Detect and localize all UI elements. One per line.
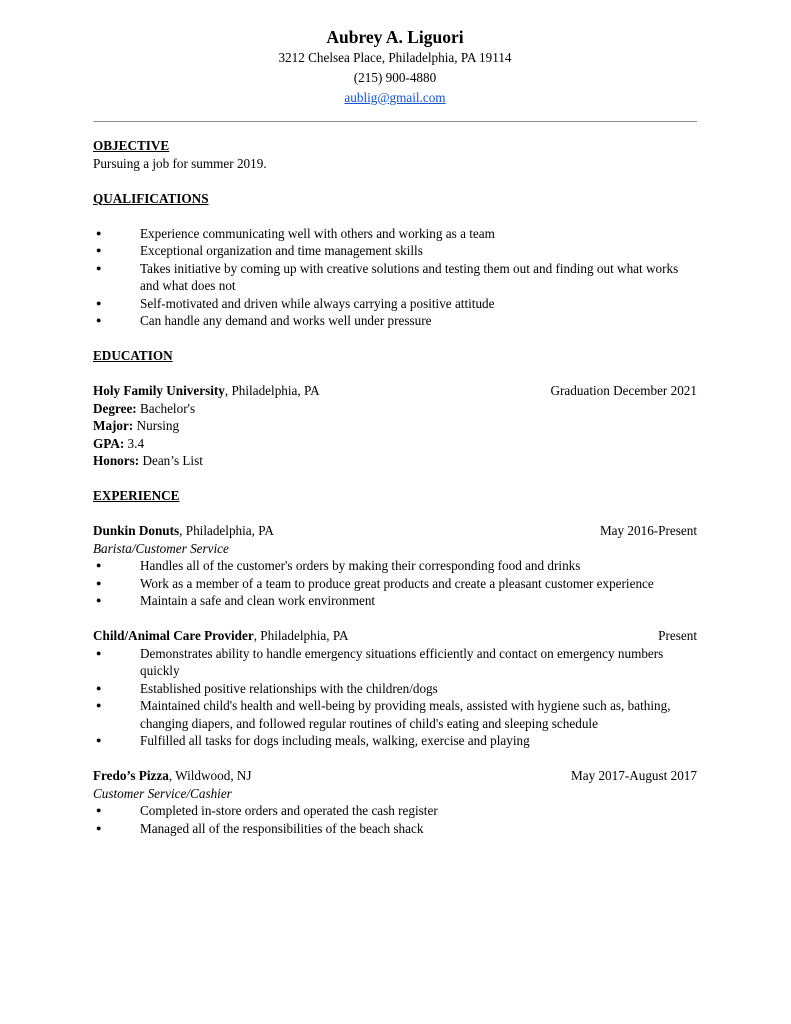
bullet-text: Maintain a safe and clean work environment [140,593,376,608]
job-header-row [93,627,697,645]
email-line [93,88,697,108]
detail-value: 3.4 [124,435,145,451]
list-item [93,312,697,330]
job-title [93,522,274,540]
objective-text: Pursuing a job for summer 2019. [93,155,267,171]
school-name: Holy Family University [93,383,225,398]
job-title [93,627,348,645]
education-detail [93,417,697,435]
graduation-date: Graduation December 2021 [550,383,697,398]
bullet-text: Managed all of the responsibilities of the beach shack [140,820,424,836]
job-location: , Wildwood, NJ [168,768,252,783]
bullet-icon: ● [96,822,102,833]
bullet-text: Work as a member of a team to produce great products and create a pleasant customer experience [140,575,654,591]
job-bullet-list [93,557,697,610]
education-detail [93,452,697,470]
detail-value: Bachelor's [136,400,196,416]
list-item [93,697,697,732]
section-heading-experience: EXPERIENCE [93,488,180,503]
detail-label: Major: [93,418,134,433]
bullet-text: Demonstrates ability to handle emergency situations efficiently and contact on emergency numbers quickly [140,645,664,678]
bullet-icon: ● [96,735,102,745]
bullet-text: Established positive relationships with the children/dogs [140,680,438,696]
list-item [93,295,697,313]
employer-name: Dunkin Donuts [93,523,180,538]
detail-value: Nursing [133,418,180,433]
job-role: Barista/Customer Service [93,540,229,556]
bullet-icon: ● [96,227,102,238]
bullet-icon: ● [96,245,102,255]
section-heading-education: EDUCATION [93,348,173,363]
list-item [93,802,697,820]
bullet-icon: ● [96,700,102,710]
list-item [93,592,697,610]
job-dates: May 2016-Present [599,523,697,538]
list-item [93,732,697,750]
bullet-text: Self-motivated and driven while always carrying a positive attitude [140,295,495,311]
bullet-icon: ● [96,315,102,325]
list-item [93,680,697,698]
email-link[interactable]: aublig@gmail.com [344,90,446,105]
phone-line: (215) 900-4880 [353,70,437,85]
bullet-text: Exceptional organization and time management skills [140,243,423,258]
detail-label: GPA: [93,435,125,451]
bullet-icon: ● [96,560,102,570]
bullet-text: Handles all of the customer's orders by making their corresponding food and drinks [140,558,581,573]
job-dates: Present [658,628,697,643]
job-location: , Philadelphia, PA [179,523,274,538]
bullet-icon: ● [96,297,102,308]
list-item [93,225,697,243]
education-school-row [93,382,697,400]
job-location: , Philadelphia, PA [253,628,349,643]
list-item [93,645,697,680]
bullet-text: Fulfilled all tasks for dogs including meals, walking, exercise and playing [140,733,530,748]
bullet-icon: ● [96,682,102,693]
bullet-text: Completed in-store orders and operated the cash register [140,803,438,818]
bullet-text: Takes initiative by coming up with creative solutions and testing them out and finding out what works and what does not [140,260,679,293]
header-divider [93,121,697,122]
bullet-text: Maintained child's health and well-being by providing meals, assisted with hygiene such as, bathing, changing diapers, and followed regular routines of child's eating and sleeping schedule [140,698,671,731]
list-item [93,820,697,838]
list-item [93,242,697,260]
detail-label: Honors: [93,453,140,468]
school-line [93,382,320,400]
resume-header [93,26,697,108]
bullet-icon: ● [96,262,102,273]
job-dates: May 2017-August 2017 [570,768,697,783]
detail-value: Dean’s List [139,453,203,468]
education-detail [93,435,697,453]
bullet-icon: ● [96,647,102,658]
employer-name: Child/Animal Care Provider [93,628,254,643]
job-bullet-list [93,645,697,750]
job-bullet-list [93,802,697,837]
job-header-row [93,767,697,785]
bullet-icon: ● [96,595,102,605]
bullet-icon: ● [96,805,102,815]
bullet-icon: ● [96,577,102,588]
job-title [93,767,252,785]
bullet-text: Experience communicating well with others and working as a team [140,225,495,241]
list-item [93,557,697,575]
section-heading-objective: OBJECTIVE [93,138,170,153]
section-heading-qualifications: QUALIFICATIONS [93,190,209,206]
list-item [93,575,697,593]
bullet-text: Can handle any demand and works well under pressure [140,313,432,328]
address-line: 3212 Chelsea Place, Philadelphia, PA 19114 [278,50,512,65]
employer-name: Fredo’s Pizza [93,768,169,783]
education-detail [93,400,697,418]
resume-name: Aubrey A. Liguori [326,27,464,47]
job-header-row [93,522,697,540]
qualifications-list [93,225,697,330]
school-location: , Philadelphia, PA [224,383,320,398]
detail-label: Degree: [93,400,137,416]
job-role: Customer Service/Cashier [93,785,232,801]
list-item [93,260,697,295]
